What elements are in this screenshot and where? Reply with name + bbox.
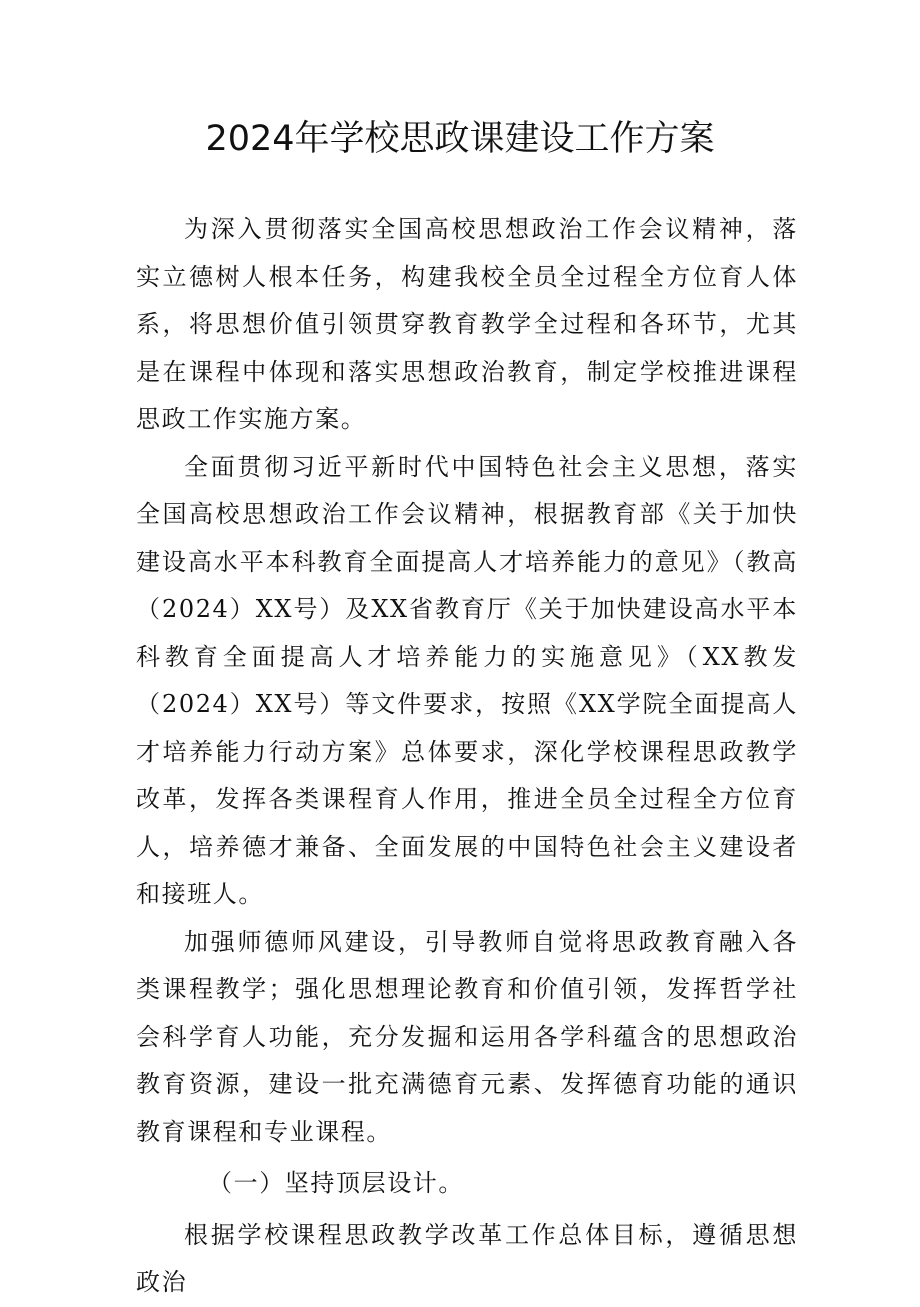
document-body xyxy=(136,206,798,1307)
paragraph-3: 加强师德师风建设，引导教师自觉将思政教育融入各类课程教学；强化思想理论教育和价值引领，发挥哲学社会科学育人功能，充分发掘和运用各学科蕴含的思想政治教育资源，建设一批充满德育元素、发挥德育功能的通识教育课程和专业课程。 xyxy=(136,927,798,1146)
paragraph-1: 为深入贯彻落实全国高校思想政治工作会议精神，落实立德树人根本任务，构建我校全员全过程全方位育人体系，将思想价值引领贯穿教育教学全过程和各环节，尤其是在课程中体现和落实思想政治教育，制定学校推进课程思政工作实施方案。 xyxy=(136,215,798,433)
section-heading: （一）坚持顶层设计。 xyxy=(208,1169,464,1197)
paragraph-2: 全面贯彻习近平新时代中国特色社会主义思想，落实全国高校思想政治工作会议精神，根据教育部《关于加快建设高水平本科教育全面提高人才培养能力的意见》（教高（2024）XX号）及XX省教育厅《关于加快建设高水平本科教育全面提高人才培养能力的实施意见》（XX教发（2024）XX号）等文件要求，按照《XX学院全面提高人才培养能力行动方案》总体要求，深化学校课程思政教学改革，发挥各类课程育人作用，推进全员全过程全方位育人，培养德才兼备、全面发展的中国特色社会主义建设者和接班人。 xyxy=(136,452,798,908)
paragraph-4: 根据学校课程思政教学改革工作总体目标，遵循思想政治 xyxy=(136,1220,798,1296)
document-title: 2024年学校思政课建设工作方案 xyxy=(205,119,715,159)
